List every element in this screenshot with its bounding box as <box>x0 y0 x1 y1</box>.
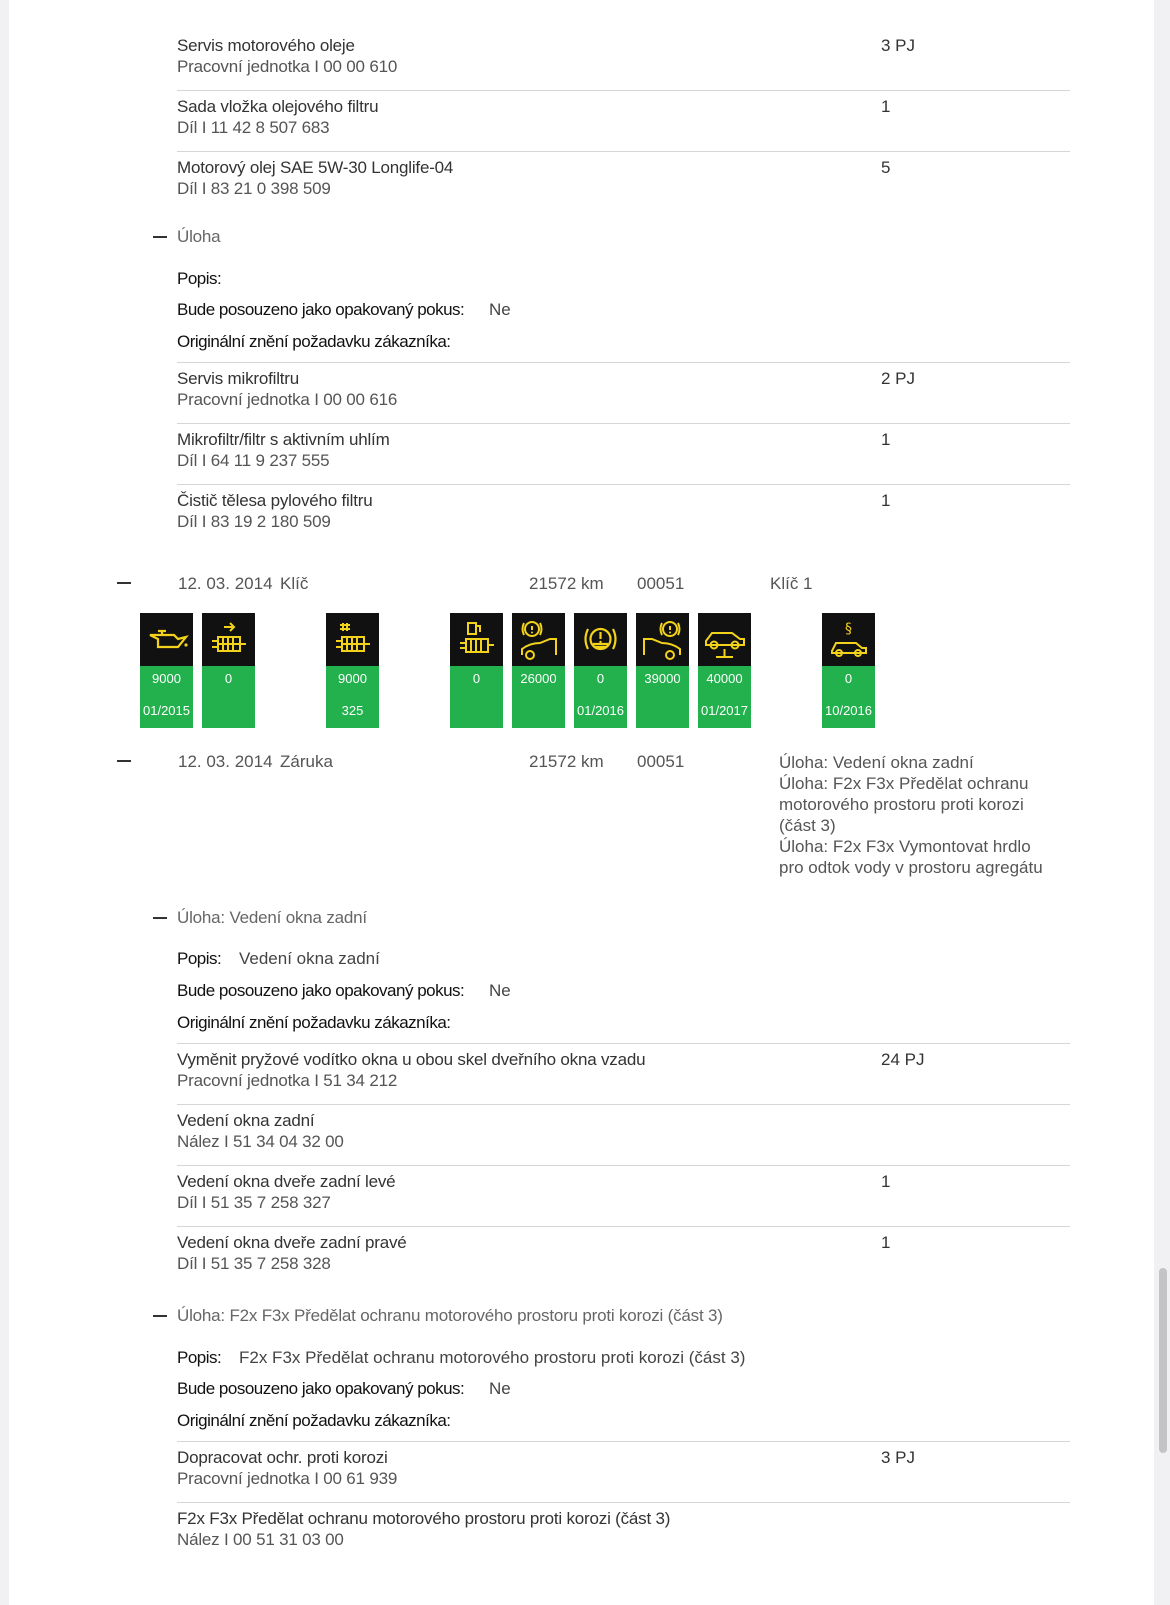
task-title: Úloha: F2x F3x Předělat ochranu motorového prostoru proti korozi (část 3) <box>177 1306 723 1325</box>
list-item <box>177 1044 1070 1105</box>
list-item <box>177 363 1070 424</box>
service-tile-rear-brake <box>636 613 689 728</box>
service-tile-vehicle-check <box>698 613 751 728</box>
list-item <box>177 30 1070 91</box>
collapse-entry-button[interactable] <box>117 760 131 762</box>
collapse-task-button[interactable] <box>153 236 167 238</box>
tile-interval-value: 26000 <box>520 671 557 686</box>
item-quantity: 3 PJ <box>881 36 916 55</box>
inspection-section-glyph: § <box>845 621 852 637</box>
front-brake-icon <box>516 617 561 662</box>
repeat-attempt-value: Ne <box>489 1379 511 1398</box>
entry-description <box>779 752 1049 878</box>
item-title: Motorový olej SAE 5W-30 Longlife-04 <box>177 158 454 177</box>
tile-date-value: 325 <box>341 703 364 718</box>
description-label: Popis: <box>177 1348 222 1367</box>
item-number: Díl I 51 35 7 258 327 <box>177 1193 331 1212</box>
list-item <box>177 91 1070 152</box>
tile-interval-value: 0 <box>596 671 605 686</box>
list-item <box>177 1442 1070 1503</box>
tile-interval-value: 0 <box>844 671 853 686</box>
tile-date-value: 10/2016 <box>825 703 872 718</box>
repeat-attempt-value: Ne <box>489 300 511 319</box>
item-title: Vedení okna dveře zadní levé <box>177 1172 396 1191</box>
list-item <box>177 152 1070 213</box>
repeat-attempt-label: Bude posouzeno jako opakovaný pokus: <box>177 981 465 1000</box>
list-item <box>177 424 1070 485</box>
item-number: Díl I 83 19 2 180 509 <box>177 512 331 531</box>
item-number: Díl I 64 11 9 237 555 <box>177 451 330 470</box>
tile-interval-value: 39000 <box>644 671 681 686</box>
list-item <box>177 485 1070 546</box>
service-tile-air-filter <box>202 613 255 728</box>
item-quantity: 1 <box>881 1172 891 1191</box>
fuel-filter-icon <box>454 617 499 662</box>
entry-mileage: 21572 km <box>529 574 604 593</box>
repeat-attempt-label: Bude posouzeno jako opakovaný pokus: <box>177 1379 465 1398</box>
rear-brake-icon <box>640 617 685 662</box>
item-quantity: 3 PJ <box>881 1448 916 1467</box>
collapse-entry-button[interactable] <box>117 582 131 584</box>
item-quantity: 5 <box>881 158 891 177</box>
task-title: Úloha <box>177 227 221 246</box>
item-title: Dopracovat ochr. proti korozi <box>177 1448 388 1467</box>
vertical-scrollbar[interactable] <box>1154 0 1170 1605</box>
item-title: Sada vložka olejového filtru <box>177 97 379 116</box>
entry-code: 00051 <box>637 752 685 771</box>
task-title: Úloha: Vedení okna zadní <box>177 908 367 927</box>
item-quantity: 1 <box>881 430 891 449</box>
tile-date-value: 01/2015 <box>143 703 190 718</box>
item-title: Servis mikrofiltru <box>177 369 300 388</box>
repeat-attempt-value: Ne <box>489 981 511 1000</box>
entry-type: Klíč <box>280 574 309 593</box>
brake-fluid-icon <box>578 617 623 662</box>
collapse-task-button[interactable] <box>153 917 167 919</box>
entry-description: Klíč 1 <box>770 574 813 593</box>
tile-interval-value: 0 <box>472 671 481 686</box>
item-number: Díl I 11 42 8 507 683 <box>177 118 330 137</box>
collapse-task-button[interactable] <box>153 1315 167 1317</box>
description-value: Vedení okna zadní <box>239 949 380 968</box>
item-number: Pracovní jednotka I 00 00 616 <box>177 390 398 409</box>
tile-date-value: 01/2017 <box>701 703 748 718</box>
list-item <box>177 1227 1070 1288</box>
statutory-inspection-icon <box>826 617 871 662</box>
item-title: Servis motorového oleje <box>177 36 355 55</box>
item-quantity: 24 PJ <box>881 1050 925 1069</box>
scrollbar-thumb[interactable] <box>1159 1268 1167 1453</box>
list-item <box>177 1105 1070 1166</box>
tile-date-value: 01/2016 <box>577 703 624 718</box>
item-title: Čistič tělesa pylového filtru <box>177 491 373 510</box>
original-request-label: Originální znění požadavku zákazníka: <box>177 1411 451 1430</box>
item-title: Vedení okna zadní <box>177 1111 315 1130</box>
description-label: Popis: <box>177 269 222 288</box>
entry-task-line: Úloha: Vedení okna zadní <box>779 753 974 772</box>
item-number: Nález I 51 34 04 32 00 <box>177 1132 344 1151</box>
list-item <box>177 1166 1070 1227</box>
service-tile-fuel-filter <box>450 613 503 728</box>
engine-air-filter-icon <box>206 617 251 662</box>
service-history-page <box>9 0 1154 1605</box>
original-request-label: Originální znění požadavku zákazníka: <box>177 1013 451 1032</box>
tile-interval-value: 40000 <box>706 671 743 686</box>
item-number: Pracovní jednotka I 00 00 610 <box>177 57 398 76</box>
item-quantity: 1 <box>881 1233 891 1252</box>
item-quantity: 1 <box>881 491 891 510</box>
list-item <box>177 1503 1070 1564</box>
item-number: Nález I 00 51 31 03 00 <box>177 1530 344 1549</box>
description-value: F2x F3x Předělat ochranu motorového prostoru proti korozi (část 3) <box>239 1348 746 1367</box>
service-tile-particle-filter <box>326 613 379 728</box>
service-tile-oil <box>140 613 193 728</box>
item-number: Pracovní jednotka I 00 61 939 <box>177 1469 398 1488</box>
item-quantity: 2 PJ <box>881 369 916 388</box>
entry-date: 12. 03. 2014 <box>178 574 273 593</box>
service-tile-front-brake <box>512 613 565 728</box>
tile-interval-value: 9000 <box>152 671 181 686</box>
entry-task-line: Úloha: F2x F3x Předělat ochranu motorového prostoru proti korozi (část 3) <box>779 774 1029 835</box>
entry-mileage: 21572 km <box>529 752 604 771</box>
oil-can-icon <box>144 617 189 662</box>
service-tile-brake-fluid <box>574 613 627 728</box>
repeat-attempt-label: Bude posouzeno jako opakovaný pokus: <box>177 300 465 319</box>
entry-date: 12. 03. 2014 <box>178 752 273 771</box>
item-quantity: 1 <box>881 97 891 116</box>
service-tile-inspection <box>822 613 875 728</box>
tile-interval-value: 9000 <box>338 671 367 686</box>
particle-filter-icon <box>330 617 375 662</box>
item-number: Díl I 51 35 7 258 328 <box>177 1254 331 1273</box>
vehicle-check-icon <box>702 617 747 662</box>
item-title: Vedení okna dveře zadní pravé <box>177 1233 407 1252</box>
entry-task-line: Úloha: F2x F3x Vymontovat hrdlo pro odtok vody v prostoru agregátu <box>779 837 1043 877</box>
entry-code: 00051 <box>637 574 685 593</box>
original-request-label: Originální znění požadavku zákazníka: <box>177 332 451 351</box>
item-title: Mikrofiltr/filtr s aktivním uhlím <box>177 430 390 449</box>
tile-interval-value: 0 <box>224 671 233 686</box>
item-title: F2x F3x Předělat ochranu motorového prostoru proti korozi (část 3) <box>177 1509 671 1528</box>
item-number: Pracovní jednotka I 51 34 212 <box>177 1071 398 1090</box>
item-number: Díl I 83 21 0 398 509 <box>177 179 331 198</box>
item-title: Vyměnit pryžové vodítko okna u obou skel dveřního okna vzadu <box>177 1050 646 1069</box>
entry-type: Záruka <box>280 752 333 771</box>
description-label: Popis: <box>177 949 222 968</box>
